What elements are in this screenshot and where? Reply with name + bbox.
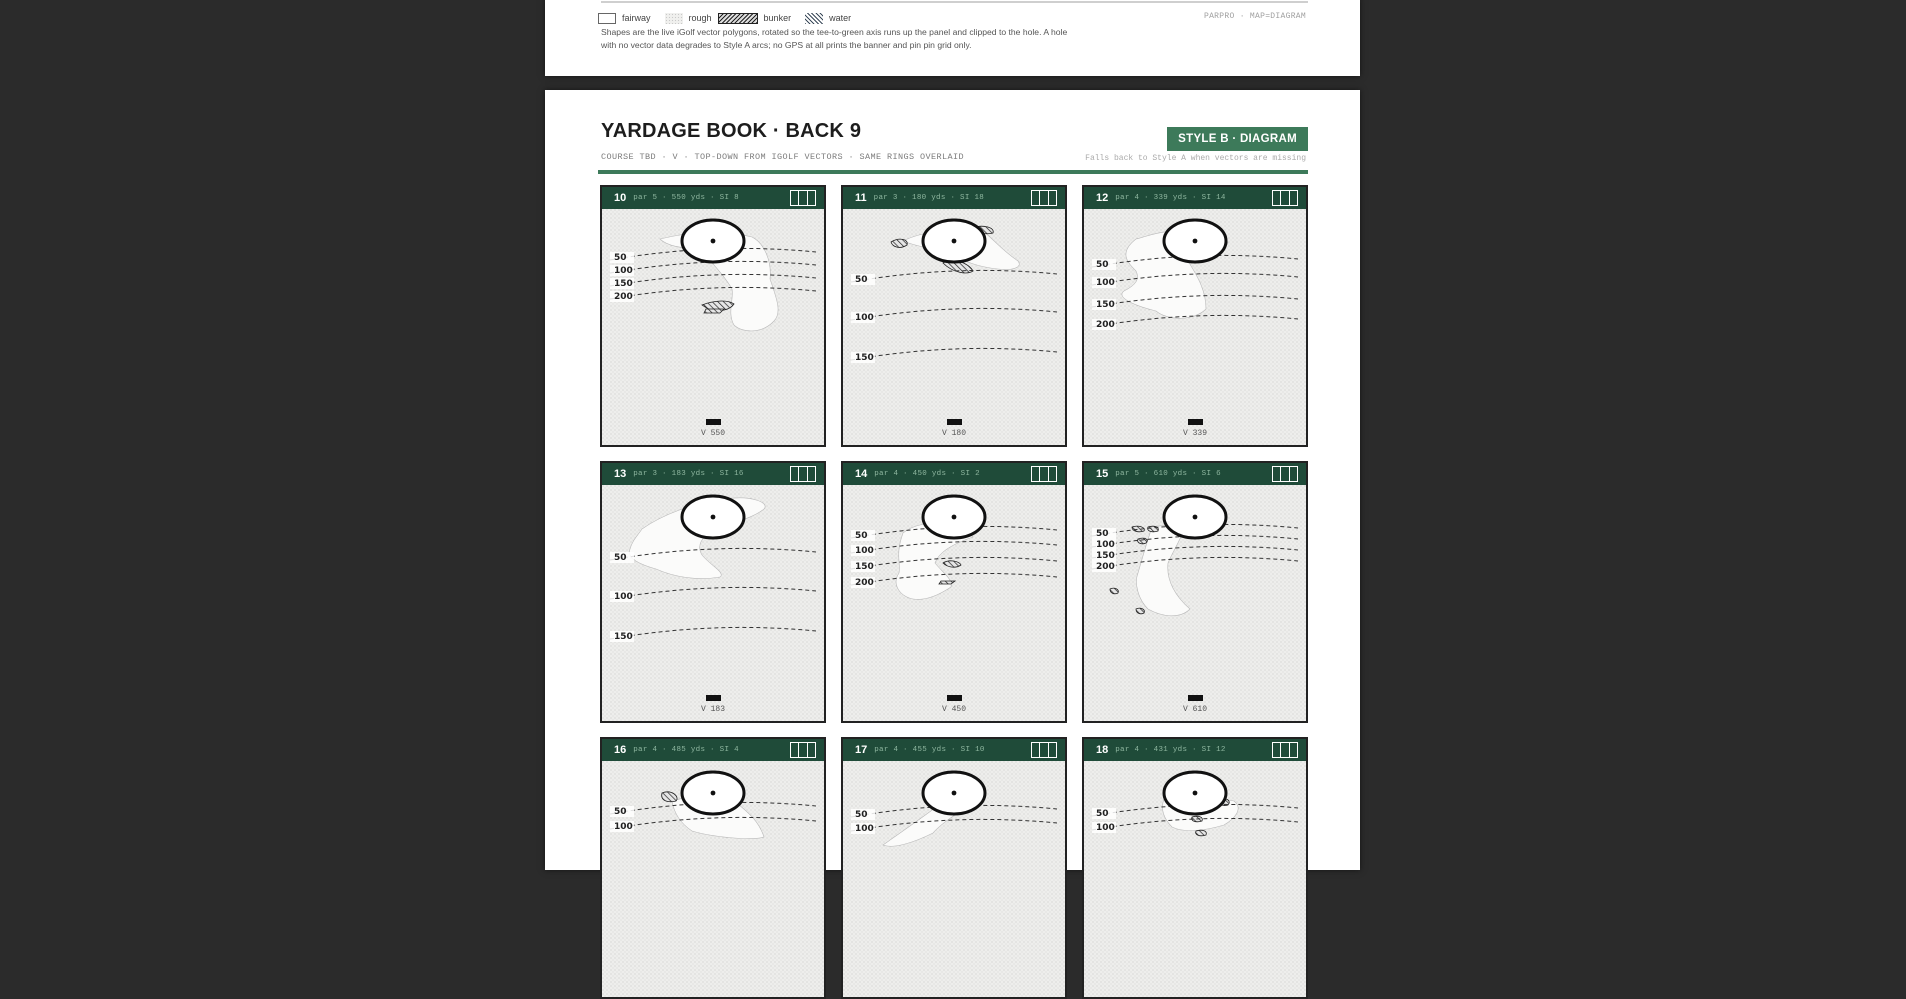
hole-meta: par 3 · 180 yds · SI 18 — [873, 194, 985, 202]
hole-diagram — [602, 761, 824, 997]
ring-label: 150 — [614, 279, 633, 289]
hole-card-15[interactable] — [1082, 461, 1308, 723]
page-title: YARDAGE BOOK · BACK 9 — [601, 120, 862, 142]
hole-card-13[interactable] — [600, 461, 826, 723]
ring-label: 100 — [855, 546, 874, 556]
tee-marker-icon — [1188, 419, 1203, 425]
hole-card-header — [602, 463, 824, 485]
pin-grid-icon — [1031, 466, 1057, 482]
pin-grid-icon — [790, 466, 816, 482]
pin-grid-icon — [1031, 742, 1057, 758]
legend-label: rough — [688, 13, 712, 23]
pin-icon — [711, 791, 716, 796]
hole-diagram — [602, 209, 824, 445]
fallback-note: Falls back to Style A when vectors are missing — [1085, 154, 1306, 163]
ring-label: 100 — [614, 592, 633, 602]
ring-label: 200 — [855, 578, 874, 588]
legend-item-rough — [665, 13, 712, 24]
ring-label: 100 — [614, 822, 633, 832]
yardage-book-page — [545, 90, 1360, 870]
pin-icon — [1193, 791, 1198, 796]
pin-icon — [711, 515, 716, 520]
style-badge: STYLE B · DIAGRAM — [1167, 127, 1308, 151]
fairway-swatch-icon — [598, 13, 616, 24]
ring-label: 50 — [855, 810, 868, 820]
hole-card-header — [1084, 187, 1306, 209]
ring-label: 150 — [855, 562, 874, 572]
ring-label: 50 — [1096, 809, 1109, 819]
hole-card-header — [602, 187, 824, 209]
hole-meta: par 4 · 455 yds · SI 10 — [874, 746, 985, 754]
hole-number: 18 — [1096, 744, 1109, 756]
pin-icon — [952, 791, 957, 796]
hole-diagram — [843, 209, 1065, 445]
water-swatch-icon — [805, 13, 823, 24]
legend-item-fairway — [598, 13, 651, 24]
ring-label: 50 — [614, 253, 627, 263]
hole-card-header — [1084, 463, 1306, 485]
source-tag: PARPRO · MAP=DIAGRAM — [1203, 12, 1306, 21]
ring-label: 100 — [855, 824, 874, 834]
hole-diagram — [1084, 761, 1306, 997]
hole-card-header — [602, 739, 824, 761]
hole-meta: par 3 · 183 yds · SI 16 — [633, 470, 744, 478]
pin-icon — [1193, 239, 1198, 244]
bunker-swatch-icon — [718, 13, 758, 24]
hole-number: 17 — [855, 744, 868, 756]
ring-label: 50 — [614, 807, 627, 817]
tee-label: V 180 — [941, 429, 967, 438]
hole-card-header — [843, 187, 1065, 209]
ring-label: 150 — [855, 353, 874, 363]
pin-grid-icon — [1031, 190, 1057, 206]
tee-marker-icon — [706, 695, 721, 701]
ring-label: 150 — [1096, 300, 1115, 310]
tee-label: V 450 — [941, 705, 967, 714]
legend — [598, 11, 865, 25]
bunker-shape — [1138, 538, 1148, 544]
pin-icon — [952, 239, 957, 244]
ring-label: 50 — [1096, 529, 1109, 539]
legend-label: water — [829, 13, 852, 23]
hole-diagram — [602, 485, 824, 721]
hole-meta: par 4 · 485 yds · SI 4 — [633, 746, 739, 754]
pin-grid-icon — [1272, 190, 1298, 206]
hole-card-header — [843, 739, 1065, 761]
bunker-shape — [704, 309, 724, 313]
hole-card-12[interactable] — [1082, 185, 1308, 447]
hole-number: 15 — [1096, 468, 1109, 480]
legend-label: bunker — [763, 13, 792, 23]
hole-card-18[interactable] — [1082, 737, 1308, 999]
hole-meta: par 5 · 610 yds · SI 6 — [1115, 470, 1221, 478]
ring-label: 100 — [1096, 278, 1115, 288]
hole-meta: par 4 · 450 yds · SI 2 — [874, 470, 980, 478]
hole-number: 11 — [855, 192, 867, 204]
legend-divider — [601, 1, 1308, 3]
pin-icon — [1193, 515, 1198, 520]
hole-meta: par 4 · 431 yds · SI 12 — [1115, 746, 1226, 754]
ring-label: 100 — [614, 266, 633, 276]
pin-icon — [711, 239, 716, 244]
hole-number: 10 — [614, 192, 627, 204]
ring-label: 150 — [1096, 551, 1115, 561]
hole-card-11[interactable] — [841, 185, 1067, 447]
ring-label: 100 — [1096, 540, 1115, 550]
tee-marker-icon — [1188, 695, 1203, 701]
header-rule — [598, 170, 1308, 174]
hole-diagram — [843, 485, 1065, 721]
ring-label: 100 — [1096, 823, 1115, 833]
hole-diagram — [843, 761, 1065, 997]
legend-note: Shapes are the live iGolf vector polygons, rotated so the tee-to-green axis runs up the panel and clipped to the hole. A hole with no vector data degrades to Style A arcs; no GPS at all prints the banner and pin pin grid only. — [601, 27, 1068, 50]
tee-label: V 610 — [1182, 705, 1208, 714]
legend-item-bunker — [726, 13, 792, 24]
hole-card-10[interactable] — [600, 185, 826, 447]
ring-label: 50 — [855, 531, 868, 541]
ring-label: 50 — [614, 553, 627, 563]
ring-label: 200 — [614, 292, 633, 302]
page-subtitle: COURSE TBD · V · TOP-DOWN FROM IGOLF VECTORS · SAME RINGS OVERLAID — [601, 152, 965, 162]
tee-label: V 550 — [700, 429, 726, 438]
ring-label: 200 — [1096, 562, 1115, 572]
pin-grid-icon — [790, 742, 816, 758]
pin-grid-icon — [1272, 466, 1298, 482]
hole-diagram — [1084, 485, 1306, 721]
hole-card-header — [843, 463, 1065, 485]
tee-marker-icon — [706, 419, 721, 425]
legend-sheet — [545, 0, 1360, 76]
hole-number: 13 — [614, 468, 627, 480]
hole-card-header — [1084, 739, 1306, 761]
ring-label: 50 — [1096, 260, 1109, 270]
hole-number: 14 — [855, 468, 868, 480]
pin-icon — [952, 515, 957, 520]
hole-number: 16 — [614, 744, 627, 756]
hole-card-16[interactable] — [600, 737, 826, 999]
ring-label: 150 — [614, 632, 633, 642]
tee-label: V 183 — [700, 705, 726, 714]
tee-marker-icon — [947, 419, 962, 425]
rough-swatch-icon — [665, 13, 683, 24]
legend-item-water — [805, 13, 851, 24]
hole-diagram — [1084, 209, 1306, 445]
ring-label: 200 — [1096, 320, 1115, 330]
legend-label: fairway — [622, 13, 651, 23]
tee-label: V 339 — [1182, 429, 1208, 438]
pin-grid-icon — [1272, 742, 1298, 758]
ring-label: 100 — [855, 313, 874, 323]
tee-marker-icon — [947, 695, 962, 701]
hole-card-17[interactable] — [841, 737, 1067, 999]
ring-label: 50 — [855, 275, 868, 285]
hole-meta: par 4 · 339 yds · SI 14 — [1115, 194, 1226, 202]
pin-grid-icon — [790, 190, 816, 206]
hole-number: 12 — [1096, 192, 1109, 204]
hole-card-14[interactable] — [841, 461, 1067, 723]
hole-meta: par 5 · 550 yds · SI 8 — [633, 194, 739, 202]
bunker-shape — [1196, 830, 1207, 836]
